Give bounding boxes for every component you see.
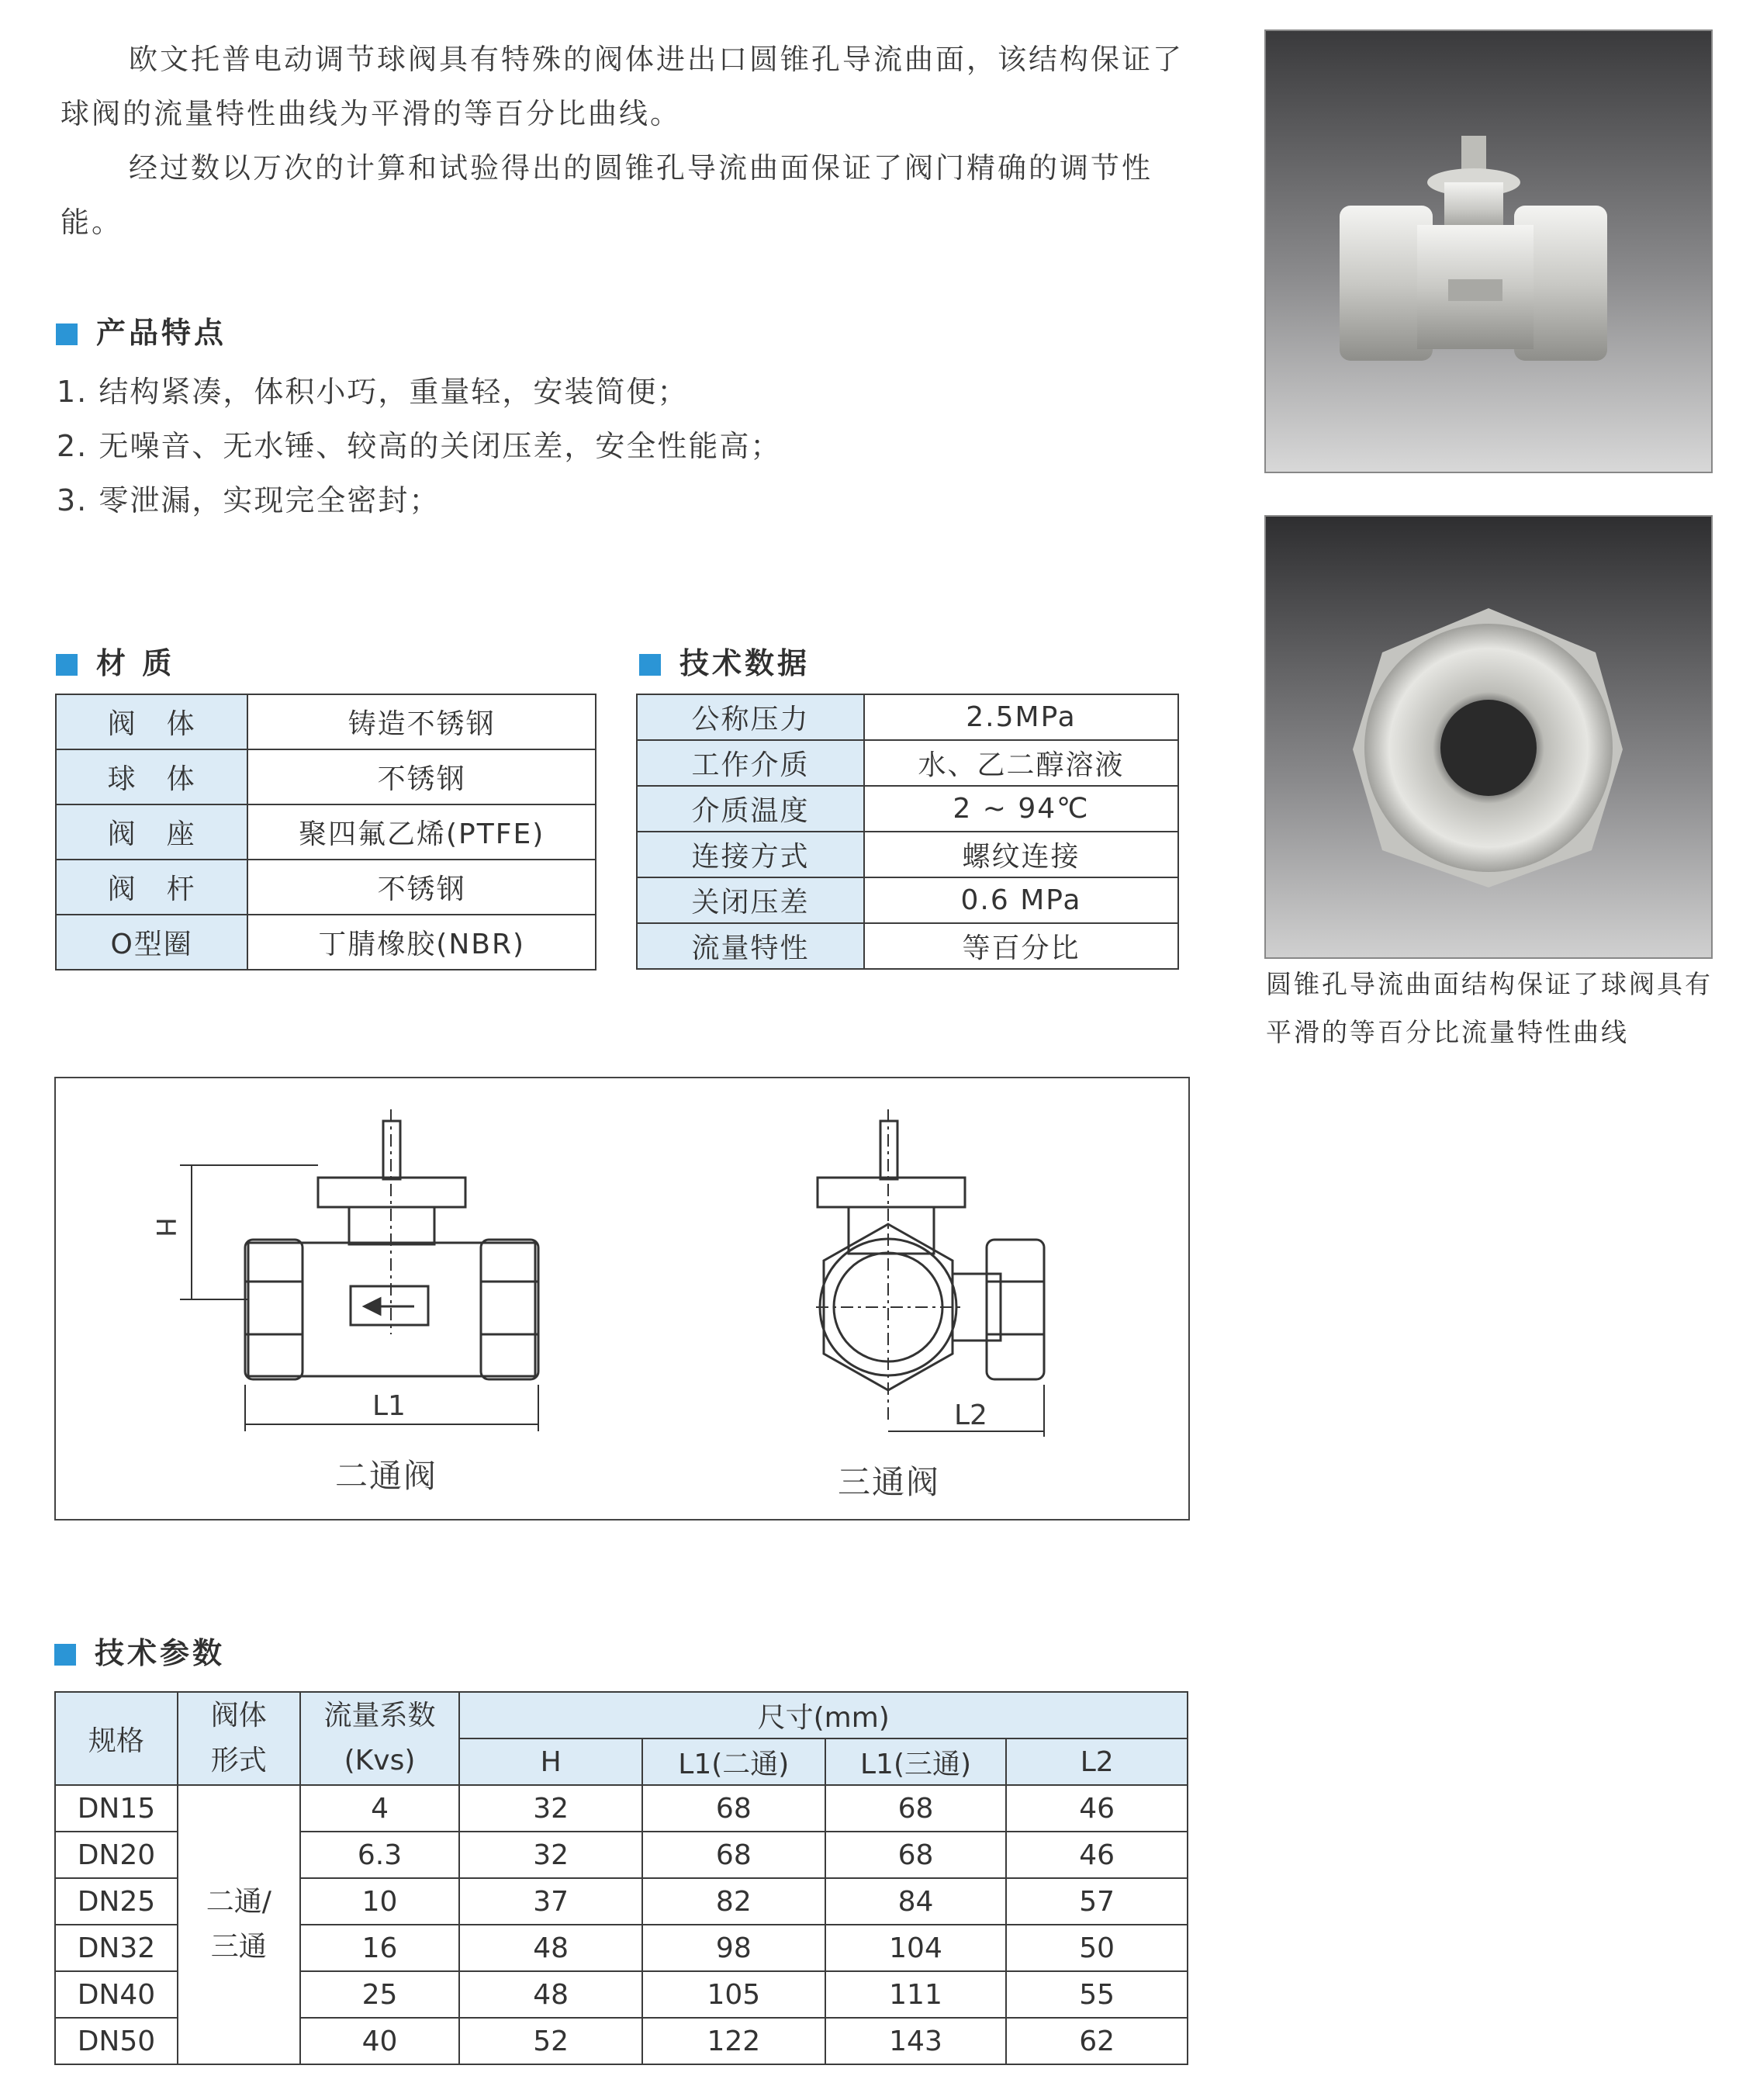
table-row: DN20 6.3 32 68 68 46 bbox=[55, 1832, 1188, 1878]
table-row: 阀 体 铸造不锈钢 bbox=[56, 694, 596, 749]
col-dim: 尺寸(mm) bbox=[459, 1692, 1188, 1738]
valve-drawing bbox=[56, 1078, 1188, 1519]
valve-body-photo bbox=[1264, 29, 1713, 473]
table-row: O型圈 丁腈橡胶(NBR) bbox=[56, 915, 596, 970]
section-marker-icon bbox=[56, 654, 78, 676]
col-type: 阀体 形式 bbox=[178, 1692, 300, 1785]
params-table bbox=[54, 1691, 1188, 2065]
table-row: 公称压力 2.5MPa bbox=[637, 694, 1178, 740]
table-row: 阀 杆 不锈钢 bbox=[56, 860, 596, 915]
table-row: 连接方式 螺纹连接 bbox=[637, 832, 1178, 877]
intro-paragraph-2: 经过数以万次的计算和试验得出的圆锥孔导流曲面保证了阀门精确的调节性能。 bbox=[61, 151, 1153, 239]
table-header-row bbox=[55, 1692, 1188, 1738]
intro-text bbox=[61, 33, 1185, 250]
dimension-drawing bbox=[54, 1077, 1190, 1521]
photo-caption: 圆锥孔导流曲面结构保证了球阀具有平滑的等百分比流量特性曲线 bbox=[1266, 969, 1713, 1047]
two-way-valve-drawing bbox=[180, 1109, 538, 1431]
feature-item-3: 3. 零泄漏，实现完全密封； bbox=[57, 483, 441, 517]
section-marker-icon bbox=[639, 654, 661, 676]
three-way-valve-drawing bbox=[816, 1109, 1044, 1437]
col-l1-two: L1(二通) bbox=[642, 1738, 825, 1785]
features-list bbox=[57, 365, 781, 528]
table-row: 介质温度 2 ~ 94℃ bbox=[637, 786, 1178, 832]
table-row: DN50 40 52 122 143 62 bbox=[55, 2018, 1188, 2064]
col-kvs: 流量系数 (Kvs) bbox=[300, 1692, 460, 1785]
section-marker-icon bbox=[54, 1644, 76, 1666]
params-title: 技术参数 bbox=[54, 1634, 225, 1673]
features-title: 产品特点 bbox=[56, 313, 226, 352]
table-row: 工作介质 水、乙二醇溶液 bbox=[637, 740, 1178, 786]
table-row: DN25 10 37 82 84 57 bbox=[55, 1878, 1188, 1925]
feature-item-2: 2. 无噪音、无水锤、较高的关闭压差，安全性能高； bbox=[57, 429, 782, 463]
valve-bore-image bbox=[1266, 517, 1711, 957]
dim-l2-label: L2 bbox=[954, 1399, 987, 1431]
table-row: 阀 座 聚四氟乙烯(PTFE) bbox=[56, 804, 596, 860]
materials-table bbox=[55, 694, 596, 970]
table-row: 流量特性 等百分比 bbox=[637, 923, 1178, 969]
col-l1-three: L1(三通) bbox=[825, 1738, 1007, 1785]
table-row: DN32 16 48 98 104 50 bbox=[55, 1925, 1188, 1971]
techdata-title: 技术数据 bbox=[639, 644, 810, 683]
table-row: 关闭压差 0.6 MPa bbox=[637, 877, 1178, 923]
feature-item-1: 1. 结构紧凑，体积小巧，重量轻，安装简便； bbox=[57, 375, 689, 409]
col-h: H bbox=[459, 1738, 642, 1785]
col-l2: L2 bbox=[1006, 1738, 1188, 1785]
materials-title: 材 质 bbox=[56, 644, 175, 683]
dim-l1-label: L1 bbox=[372, 1390, 406, 1422]
col-spec: 规格 bbox=[55, 1692, 178, 1785]
table-row: 球 体 不锈钢 bbox=[56, 749, 596, 804]
type-cell: 二通/ 三通 bbox=[178, 1785, 300, 2064]
section-marker-icon bbox=[56, 323, 78, 345]
table-row: DN15 二通/ 三通 4 32 68 68 46 bbox=[55, 1785, 1188, 1832]
valve-bore-photo bbox=[1264, 515, 1713, 959]
intro-paragraph-1: 欧文托普电动调节球阀具有特殊的阀体进出口圆锥孔导流曲面，该结构保证了球阀的流量特性曲线为平滑的等百分比曲线。 bbox=[61, 43, 1184, 130]
dim-h-label: H bbox=[149, 1217, 181, 1237]
two-way-label: 二通阀 bbox=[335, 1457, 438, 1495]
valve-body-image bbox=[1266, 31, 1711, 472]
three-way-label: 三通阀 bbox=[838, 1463, 941, 1501]
techdata-table bbox=[636, 694, 1179, 970]
table-row: DN40 25 48 105 111 55 bbox=[55, 1971, 1188, 2018]
